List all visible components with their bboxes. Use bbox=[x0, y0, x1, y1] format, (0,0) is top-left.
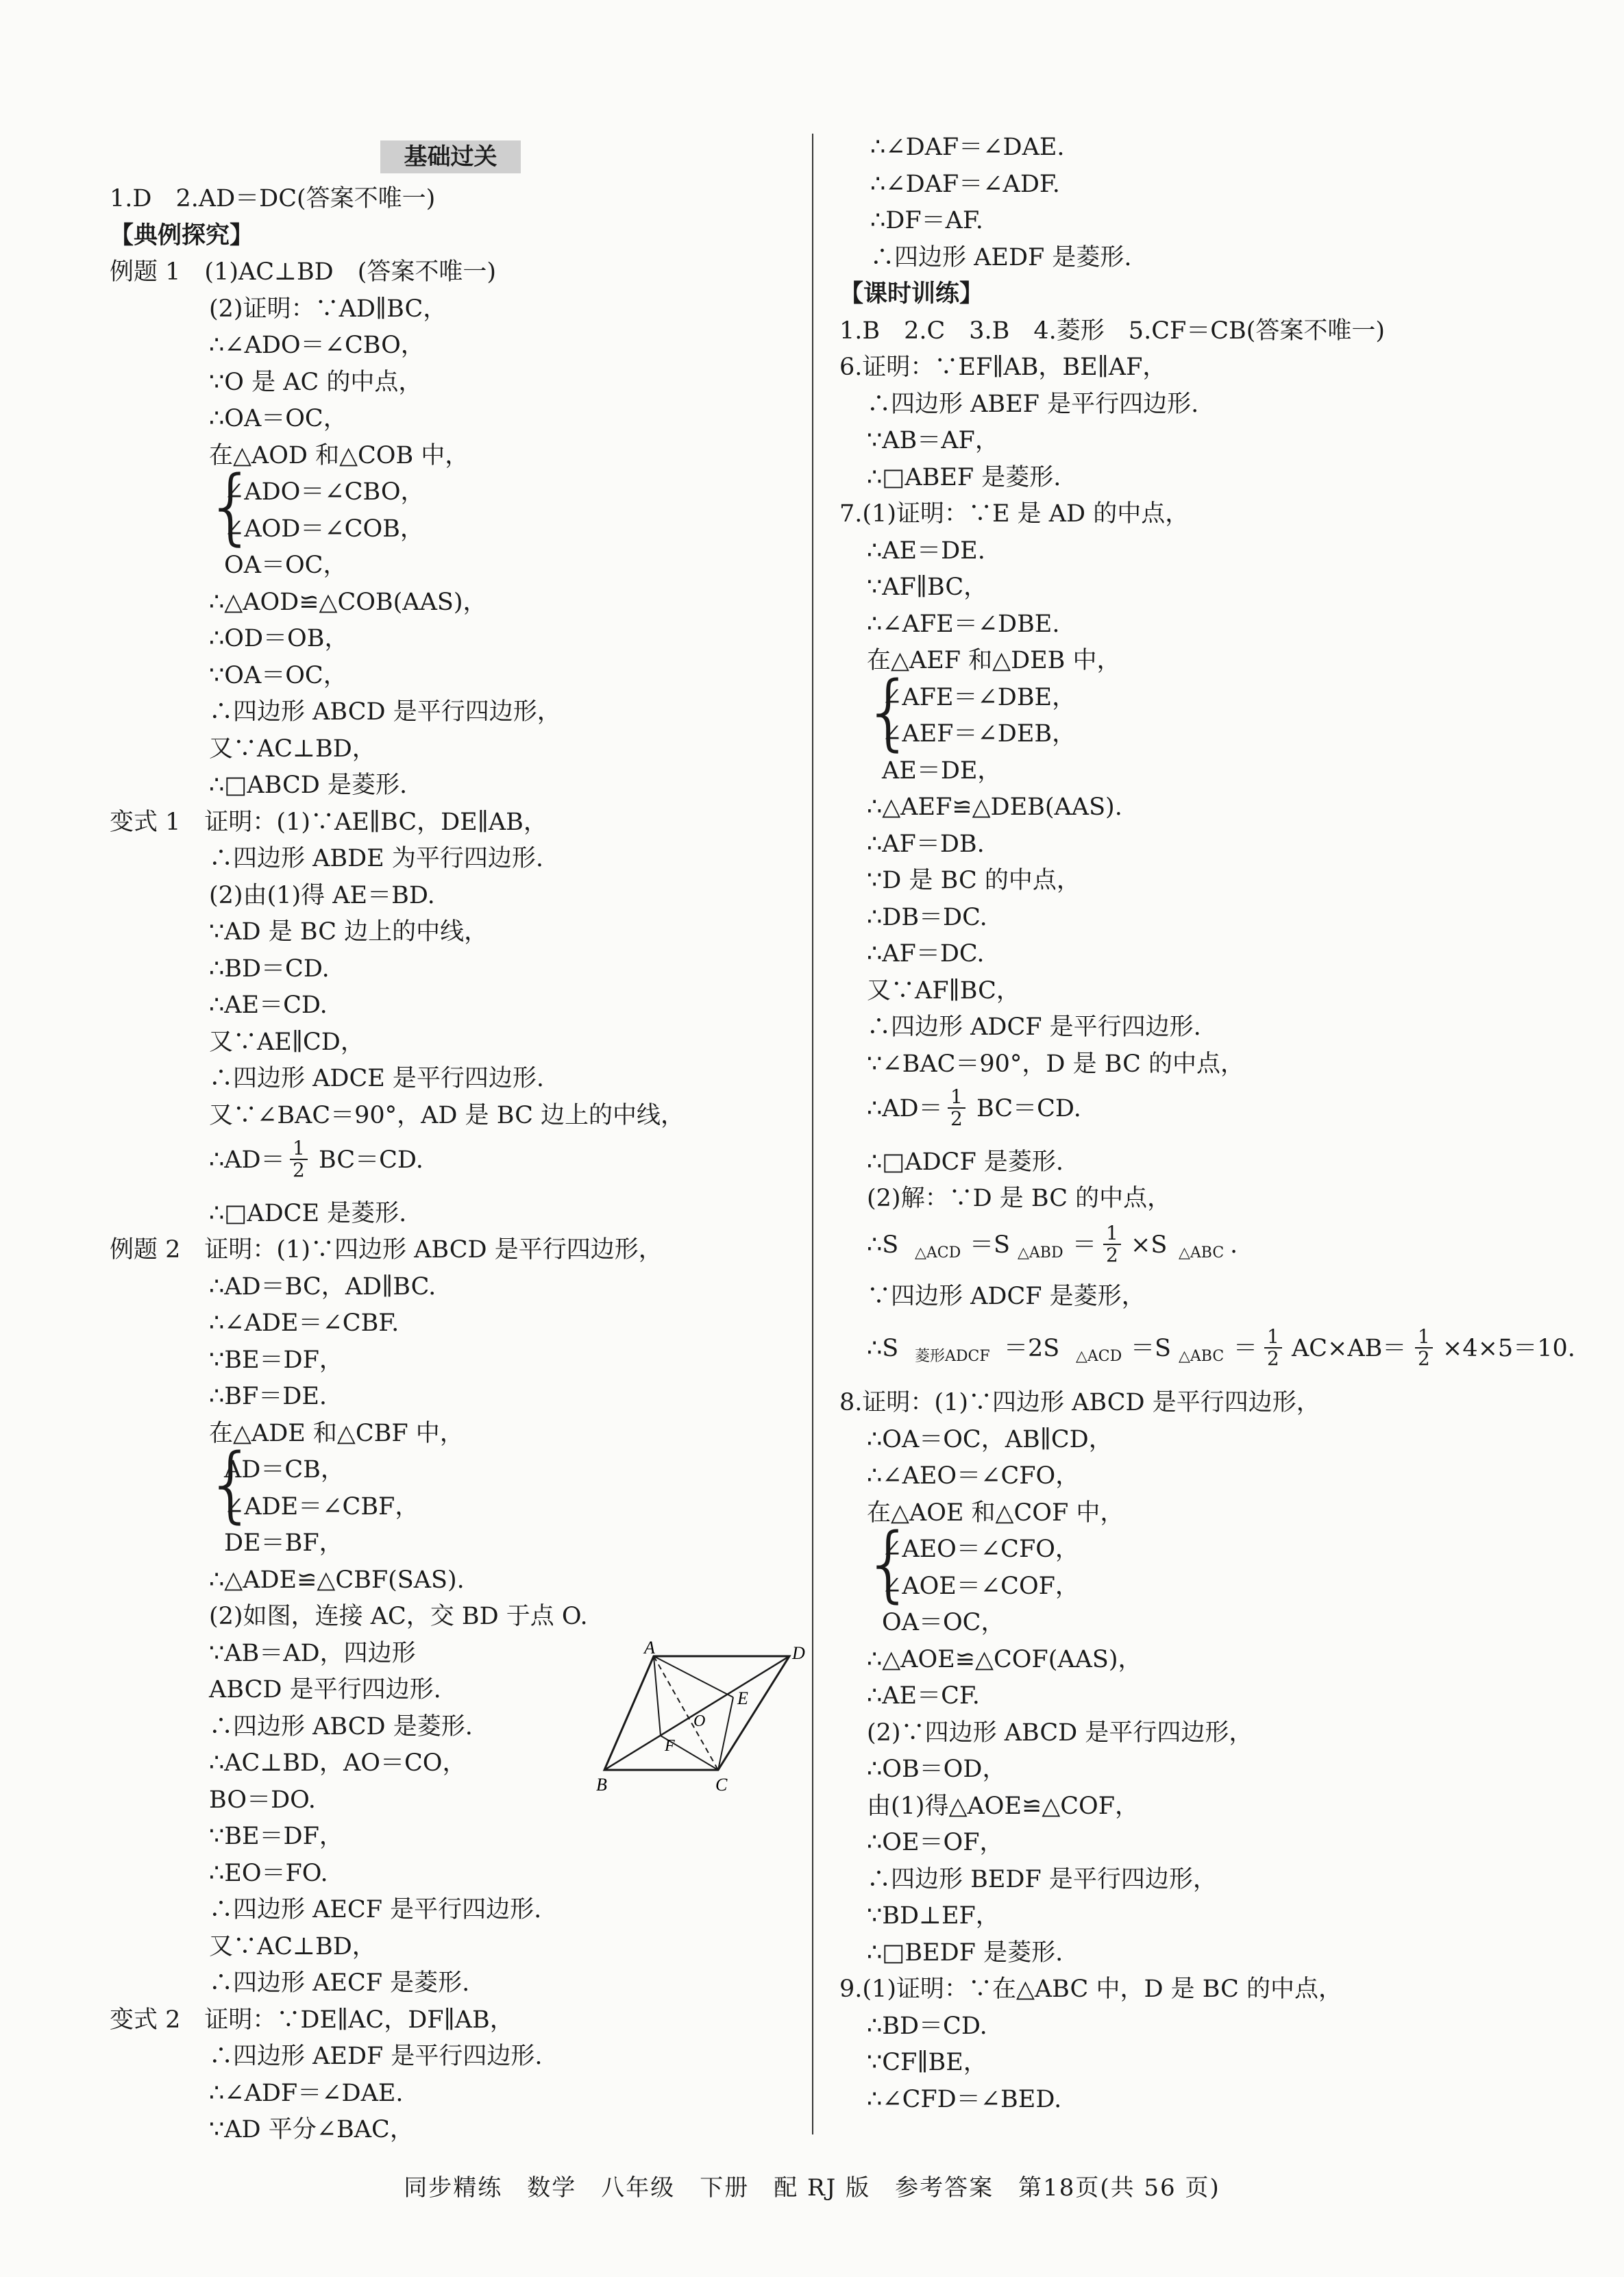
text-line: ∴EO＝FO. bbox=[209, 1859, 328, 1887]
brace-symbol: { bbox=[863, 1516, 915, 1612]
text-line: ∴∠AEO＝∠CFO， bbox=[867, 1462, 1080, 1490]
subscript: △ACD bbox=[1076, 1347, 1122, 1365]
text-line: ∵CF∥BE， bbox=[867, 2049, 987, 2076]
text-line: 在△AOE 和△COF 中， bbox=[867, 1499, 1124, 1527]
segment-af bbox=[654, 1656, 661, 1736]
text-line: OA＝OC， bbox=[882, 1609, 1005, 1636]
text-line: ∠AEO＝∠CFO， bbox=[882, 1536, 1079, 1563]
text-line: ∴四边形 ABDE 为平行四边形. bbox=[209, 845, 543, 872]
text-line: ∴AE＝CD. bbox=[209, 992, 328, 1019]
text-line: ∴四边形 BEDF 是平行四边形， bbox=[867, 1865, 1217, 1893]
text-line: DE＝BF， bbox=[224, 1529, 343, 1557]
text-line: ∴△AOE≌△COF(AAS)， bbox=[867, 1645, 1142, 1673]
fraction-denominator: 2 bbox=[1418, 1346, 1430, 1370]
text-line: ∴四边形 AECF 是菱形. bbox=[209, 1969, 470, 1997]
text-line: ∴BD＝CD. bbox=[867, 2012, 987, 2040]
text-line: ∴四边形 AECF 是平行四边形. bbox=[209, 1896, 542, 1923]
section-banner: 基础过关 bbox=[380, 140, 521, 173]
text-line: ∴AF＝DC. bbox=[867, 940, 985, 968]
label-o: O bbox=[693, 1712, 706, 1730]
text-line: ∴AC⊥BD，AO＝CO， bbox=[209, 1749, 467, 1777]
text-line: 1.B 2.C 3.B 4.菱形 5.CF＝CB(答案不唯一) bbox=[839, 317, 1386, 345]
text-line: ∠AFE＝∠DBE， bbox=[882, 683, 1076, 711]
text-line: ∴□BEDF 是菱形. bbox=[867, 1938, 1063, 1967]
text-line: ∴DF＝AF. bbox=[870, 207, 983, 234]
fraction-one-half bbox=[1264, 1327, 1282, 1369]
label-f: F bbox=[665, 1737, 675, 1755]
text-line: ∴四边形 ABEF 是平行四边形. bbox=[867, 390, 1199, 418]
text-line: 又∵AE∥CD， bbox=[209, 1028, 365, 1056]
text-line: 在△AOD 和△COB 中， bbox=[209, 441, 469, 469]
text-line: ∴OA＝OC， bbox=[209, 405, 347, 432]
text-line: ∵∠BAC＝90°，D 是 BC 的中点， bbox=[867, 1050, 1244, 1078]
text-line: ∴AF＝DB. bbox=[867, 830, 985, 858]
text-line: 8.证明：(1)∵四边形 ABCD 是平行四边形， bbox=[839, 1389, 1320, 1416]
text-line: ∴S bbox=[867, 1334, 899, 1362]
fraction-denominator: 2 bbox=[950, 1107, 963, 1130]
fraction-one-half bbox=[1103, 1223, 1121, 1266]
label-d: D bbox=[792, 1643, 805, 1663]
text-line: 在△ADE 和△CBF 中， bbox=[209, 1419, 464, 1447]
text-line: ∴OD＝OB， bbox=[209, 625, 349, 652]
text-line: ABCD 是平行四边形. bbox=[209, 1676, 441, 1703]
text-line: ∵BE＝DF， bbox=[209, 1346, 343, 1374]
fraction-numerator: 1 bbox=[290, 1138, 308, 1160]
text-line: 变式 2 证明：∵DE∥AC，DF∥AB， bbox=[110, 2006, 514, 2034]
text-line: ∴AD＝ bbox=[209, 1146, 285, 1174]
text-line: (2)如图，连接 AC，交 BD 于点 O. bbox=[209, 1603, 588, 1630]
text-line: ∴OE＝OF， bbox=[867, 1829, 1004, 1856]
text-line: ∴四边形 AEDF 是平行四边形. bbox=[209, 2043, 543, 2070]
text-line: ∴AD＝BC，AD∥BC. bbox=[209, 1272, 436, 1301]
text-line: 又∵∠BAC＝90°，AD 是 BC 边上的中线， bbox=[209, 1101, 685, 1129]
text-line: ∴四边形 ADCE 是平行四边形. bbox=[209, 1065, 545, 1092]
text-line: OA＝OC， bbox=[224, 552, 347, 579]
text-line: ∴四边形 ABCD 是平行四边形， bbox=[209, 698, 561, 726]
fraction-denominator: 2 bbox=[293, 1159, 305, 1181]
text-line: ∵OA＝OC， bbox=[209, 661, 347, 689]
text-line: ＝S bbox=[1131, 1334, 1171, 1362]
text-line: 由(1)得△AOE≌△COF， bbox=[867, 1792, 1140, 1820]
text-line: BO＝DO. bbox=[209, 1786, 316, 1814]
text-line: 【典例探究】 bbox=[110, 221, 254, 249]
text-line: 9.(1)证明：∵在△ABC 中，D 是 BC 的中点， bbox=[839, 1976, 1343, 2003]
text-line: 7.(1)证明：∵E 是 AD 的中点， bbox=[839, 500, 1190, 528]
text-line: ∠ADO＝∠CBO， bbox=[224, 478, 425, 506]
text-line: 又∵AF∥BC， bbox=[867, 976, 1020, 1005]
text-line: ∴四边形 AEDF 是菱形. bbox=[870, 243, 1132, 271]
text-line: ∵四边形 ADCF 是菱形， bbox=[867, 1283, 1146, 1310]
text-line: 【课时训练】 bbox=[839, 280, 984, 308]
subscript: △ABC bbox=[1179, 1244, 1225, 1261]
subscript: △ABD bbox=[1018, 1244, 1063, 1261]
label-a: A bbox=[644, 1641, 655, 1658]
text-line: ＝ bbox=[1072, 1231, 1097, 1259]
fraction-numerator: 1 bbox=[948, 1087, 965, 1109]
text-line: AE＝DE， bbox=[882, 756, 1002, 785]
text-line: ∵O 是 AC 的中点， bbox=[209, 368, 423, 396]
text-line: AD＝CB， bbox=[224, 1456, 345, 1484]
text-line: ∴AE＝DE. bbox=[867, 537, 985, 565]
text-line: 又∵AC⊥BD， bbox=[209, 1932, 376, 1960]
text-line: ∴BF＝DE. bbox=[209, 1383, 328, 1410]
text-line: 1.D 2.AD＝DC(答案不唯一) bbox=[110, 185, 436, 212]
text-line: 例题 1 (1)AC⊥BD (答案不唯一) bbox=[110, 258, 497, 286]
text-line: 6.证明：∵EF∥AB，BE∥AF， bbox=[839, 354, 1167, 381]
subscript: △ACD bbox=[915, 1244, 961, 1261]
text-line: (2)解：∵D 是 BC 的中点， bbox=[867, 1185, 1172, 1212]
fraction-numerator: 1 bbox=[1415, 1327, 1433, 1349]
text-line: 又∵AC⊥BD， bbox=[209, 735, 376, 763]
brace-symbol: { bbox=[205, 459, 258, 554]
page-footer: 同步精练 数学 八年级 下册 配 RJ 版 参考答案 第18页(共 56 页) bbox=[404, 2174, 1220, 2202]
subscript: 菱形ADCF bbox=[915, 1347, 990, 1365]
text-line: ∴四边形 ADCF 是平行四边形. bbox=[867, 1013, 1201, 1041]
text-line: ∠AOE＝∠COF， bbox=[882, 1572, 1079, 1600]
text-line: ∴OA＝OC，AB∥CD， bbox=[867, 1425, 1113, 1453]
fraction-numerator: 1 bbox=[1103, 1223, 1121, 1245]
text-line: ∴四边形 ABCD 是菱形. bbox=[209, 1712, 473, 1740]
text-line: ∴AD＝ bbox=[867, 1095, 943, 1122]
text-line: ∵AD 平分∠BAC， bbox=[209, 2116, 414, 2143]
label-e: E bbox=[737, 1688, 748, 1708]
text-line: ＝ bbox=[1233, 1334, 1258, 1362]
text-line: (2)证明：∵AD∥BC， bbox=[209, 295, 447, 323]
text-line: ∴∠ADF＝∠DAE. bbox=[209, 2079, 404, 2107]
text-line: ∵AB＝AD，四边形 bbox=[209, 1639, 416, 1667]
fraction-numerator: 1 bbox=[1264, 1327, 1282, 1349]
text-line: ∴∠ADE＝∠CBF. bbox=[209, 1309, 399, 1337]
text-line: ×4×5＝10. bbox=[1442, 1334, 1575, 1362]
brace-symbol: { bbox=[205, 1437, 258, 1532]
label-c: C bbox=[715, 1775, 728, 1795]
fraction-denominator: 2 bbox=[1106, 1243, 1118, 1266]
text-line: ∴△ADE≌△CBF(SAS). bbox=[209, 1566, 465, 1594]
text-line: ×S bbox=[1131, 1231, 1168, 1259]
text-line: ∠AOD＝∠COB， bbox=[224, 515, 424, 543]
text-line: AC×AB＝ bbox=[1292, 1334, 1407, 1362]
text-line: ∴∠DAF＝∠ADF. bbox=[870, 170, 1060, 198]
text-line: ∵AD 是 BC 边上的中线， bbox=[209, 918, 489, 946]
text-line: . bbox=[1230, 1231, 1238, 1259]
text-line: ∴S bbox=[867, 1231, 899, 1259]
text-line: 在△AEF 和△DEB 中， bbox=[867, 647, 1121, 674]
text-line: ∴∠ADO＝∠CBO， bbox=[209, 332, 425, 359]
text-line: ∴∠CFD＝∠BED. bbox=[867, 2085, 1062, 2113]
text-line: (2)由(1)得 AE＝BD. bbox=[209, 881, 435, 909]
fraction-denominator: 2 bbox=[1267, 1346, 1279, 1370]
text-line: 例题 2 证明：(1)∵四边形 ABCD 是平行四边形， bbox=[110, 1236, 663, 1264]
fraction-one-half bbox=[948, 1087, 965, 1129]
text-line: ∵BE＝DF， bbox=[209, 1823, 343, 1850]
text-line: ∴□ADCE 是菱形. bbox=[209, 1199, 407, 1227]
text-line: ∴△AEF≌△DEB(AAS). bbox=[867, 793, 1122, 821]
text-line: BC＝CD. bbox=[319, 1146, 423, 1174]
text-line: ∴OB＝OD， bbox=[867, 1756, 1007, 1783]
text-line: ∴AE＝CF. bbox=[867, 1682, 980, 1710]
text-line: ∵BD⊥EF， bbox=[867, 1902, 1000, 1930]
text-line: ∴∠DAF＝∠DAE. bbox=[870, 134, 1065, 161]
brace-symbol: { bbox=[863, 664, 915, 760]
fraction-one-half bbox=[290, 1138, 308, 1181]
text-line: ∠AEF＝∠DEB， bbox=[882, 720, 1076, 748]
text-line: ∴BD＝CD. bbox=[209, 955, 330, 983]
text-line: ∴□ABEF 是菱形. bbox=[867, 463, 1061, 491]
rhombus-figure bbox=[596, 1641, 809, 1799]
text-line: ＝2S bbox=[1004, 1334, 1060, 1362]
text-line: ∵AF∥BC， bbox=[867, 574, 988, 601]
column-divider bbox=[812, 134, 813, 2134]
text-line: ＝S bbox=[970, 1231, 1010, 1259]
text-line: ∠ADE＝∠CBF， bbox=[224, 1492, 419, 1521]
text-line: (2)∵四边形 ABCD 是平行四边形， bbox=[867, 1719, 1253, 1747]
text-line: ∴□ADCF 是菱形. bbox=[867, 1148, 1063, 1176]
text-line: ∴DB＝DC. bbox=[867, 903, 987, 931]
text-line: ∴□ABCD 是菱形. bbox=[209, 772, 408, 799]
label-b: B bbox=[596, 1775, 607, 1795]
text-line: ∴∠AFE＝∠DBE. bbox=[867, 610, 1060, 638]
text-line: 变式 1 证明：(1)∵AE∥BC，DE∥AB， bbox=[110, 808, 548, 836]
fraction-one-half bbox=[1415, 1327, 1433, 1369]
text-line: BC＝CD. bbox=[976, 1095, 1081, 1122]
subscript: △ABC bbox=[1179, 1347, 1225, 1365]
text-line: ∵D 是 BC 的中点， bbox=[867, 867, 1081, 894]
text-line: ∴△AOD≌△COB(AAS)， bbox=[209, 588, 487, 616]
text-line: ∵AB＝AF， bbox=[867, 427, 999, 454]
